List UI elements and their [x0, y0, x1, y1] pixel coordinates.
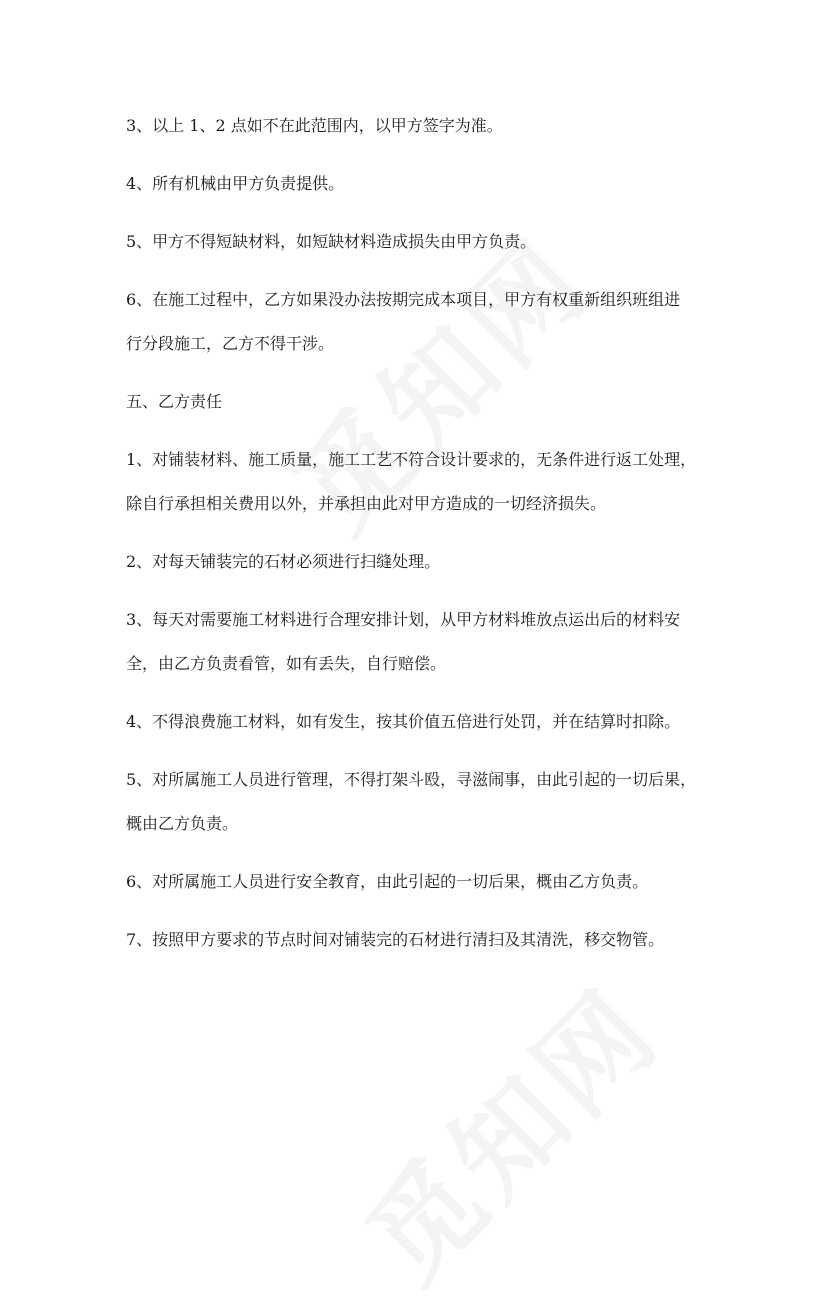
text-line: 7、按照甲方要求的节点时间对铺装完的石材进行清扫及其清洗，移交物管。 — [126, 930, 665, 949]
text-line: 全，由乙方负责看管，如有丢失，自行赔偿。 — [126, 654, 447, 673]
watermark — [326, 948, 688, 1310]
duty-6 — [126, 860, 716, 904]
clause-6 — [126, 278, 716, 366]
section-heading — [126, 380, 716, 424]
text-line: 5、对所属施工人员进行管理，不得打架斗殴，寻滋闹事，由此引起的一切后果， — [126, 770, 697, 789]
text-line: 概由乙方负责。 — [126, 814, 239, 833]
duty-5 — [126, 758, 716, 846]
duty-3 — [126, 598, 716, 686]
text-line: 行分段施工，乙方不得干涉。 — [126, 334, 335, 353]
text-line: 2、对每天铺装完的石材必须进行扫缝处理。 — [126, 552, 441, 571]
text-line: 4、不得浪费施工材料，如有发生，按其价值五倍进行处罚，并在结算时扣除。 — [126, 712, 681, 731]
text-line: 除自行承担相关费用以外，并承担由此对甲方造成的一切经济损失。 — [126, 494, 607, 513]
duty-7 — [126, 918, 716, 962]
clause-3 — [126, 104, 716, 148]
section-title: 五、乙方责任 — [126, 392, 223, 411]
duty-4 — [126, 700, 716, 744]
document-page — [126, 104, 716, 976]
text-line: 3、以上 1、2 点如不在此范围内，以甲方签字为准。 — [126, 116, 503, 135]
clause-4 — [126, 162, 716, 206]
text-line: 6、在施工过程中，乙方如果没办法按期完成本项目，甲方有权重新组织班组进 — [126, 290, 681, 309]
text-line: 6、对所属施工人员进行安全教育，由此引起的一切后果，概由乙方负责。 — [126, 872, 649, 891]
duty-2 — [126, 540, 716, 584]
clause-5 — [126, 220, 716, 264]
text-line: 5、甲方不得短缺材料，如短缺材料造成损失由甲方负责。 — [126, 232, 537, 251]
text-line: 3、每天对需要施工材料进行合理安排计划，从甲方材料堆放点运出后的材料安 — [126, 610, 681, 629]
duty-1 — [126, 438, 716, 526]
text-line: 1、对铺装材料、施工质量，施工工艺不符合设计要求的，无条件进行返工处理， — [126, 450, 697, 469]
text-line: 4、所有机械由甲方负责提供。 — [126, 174, 345, 193]
